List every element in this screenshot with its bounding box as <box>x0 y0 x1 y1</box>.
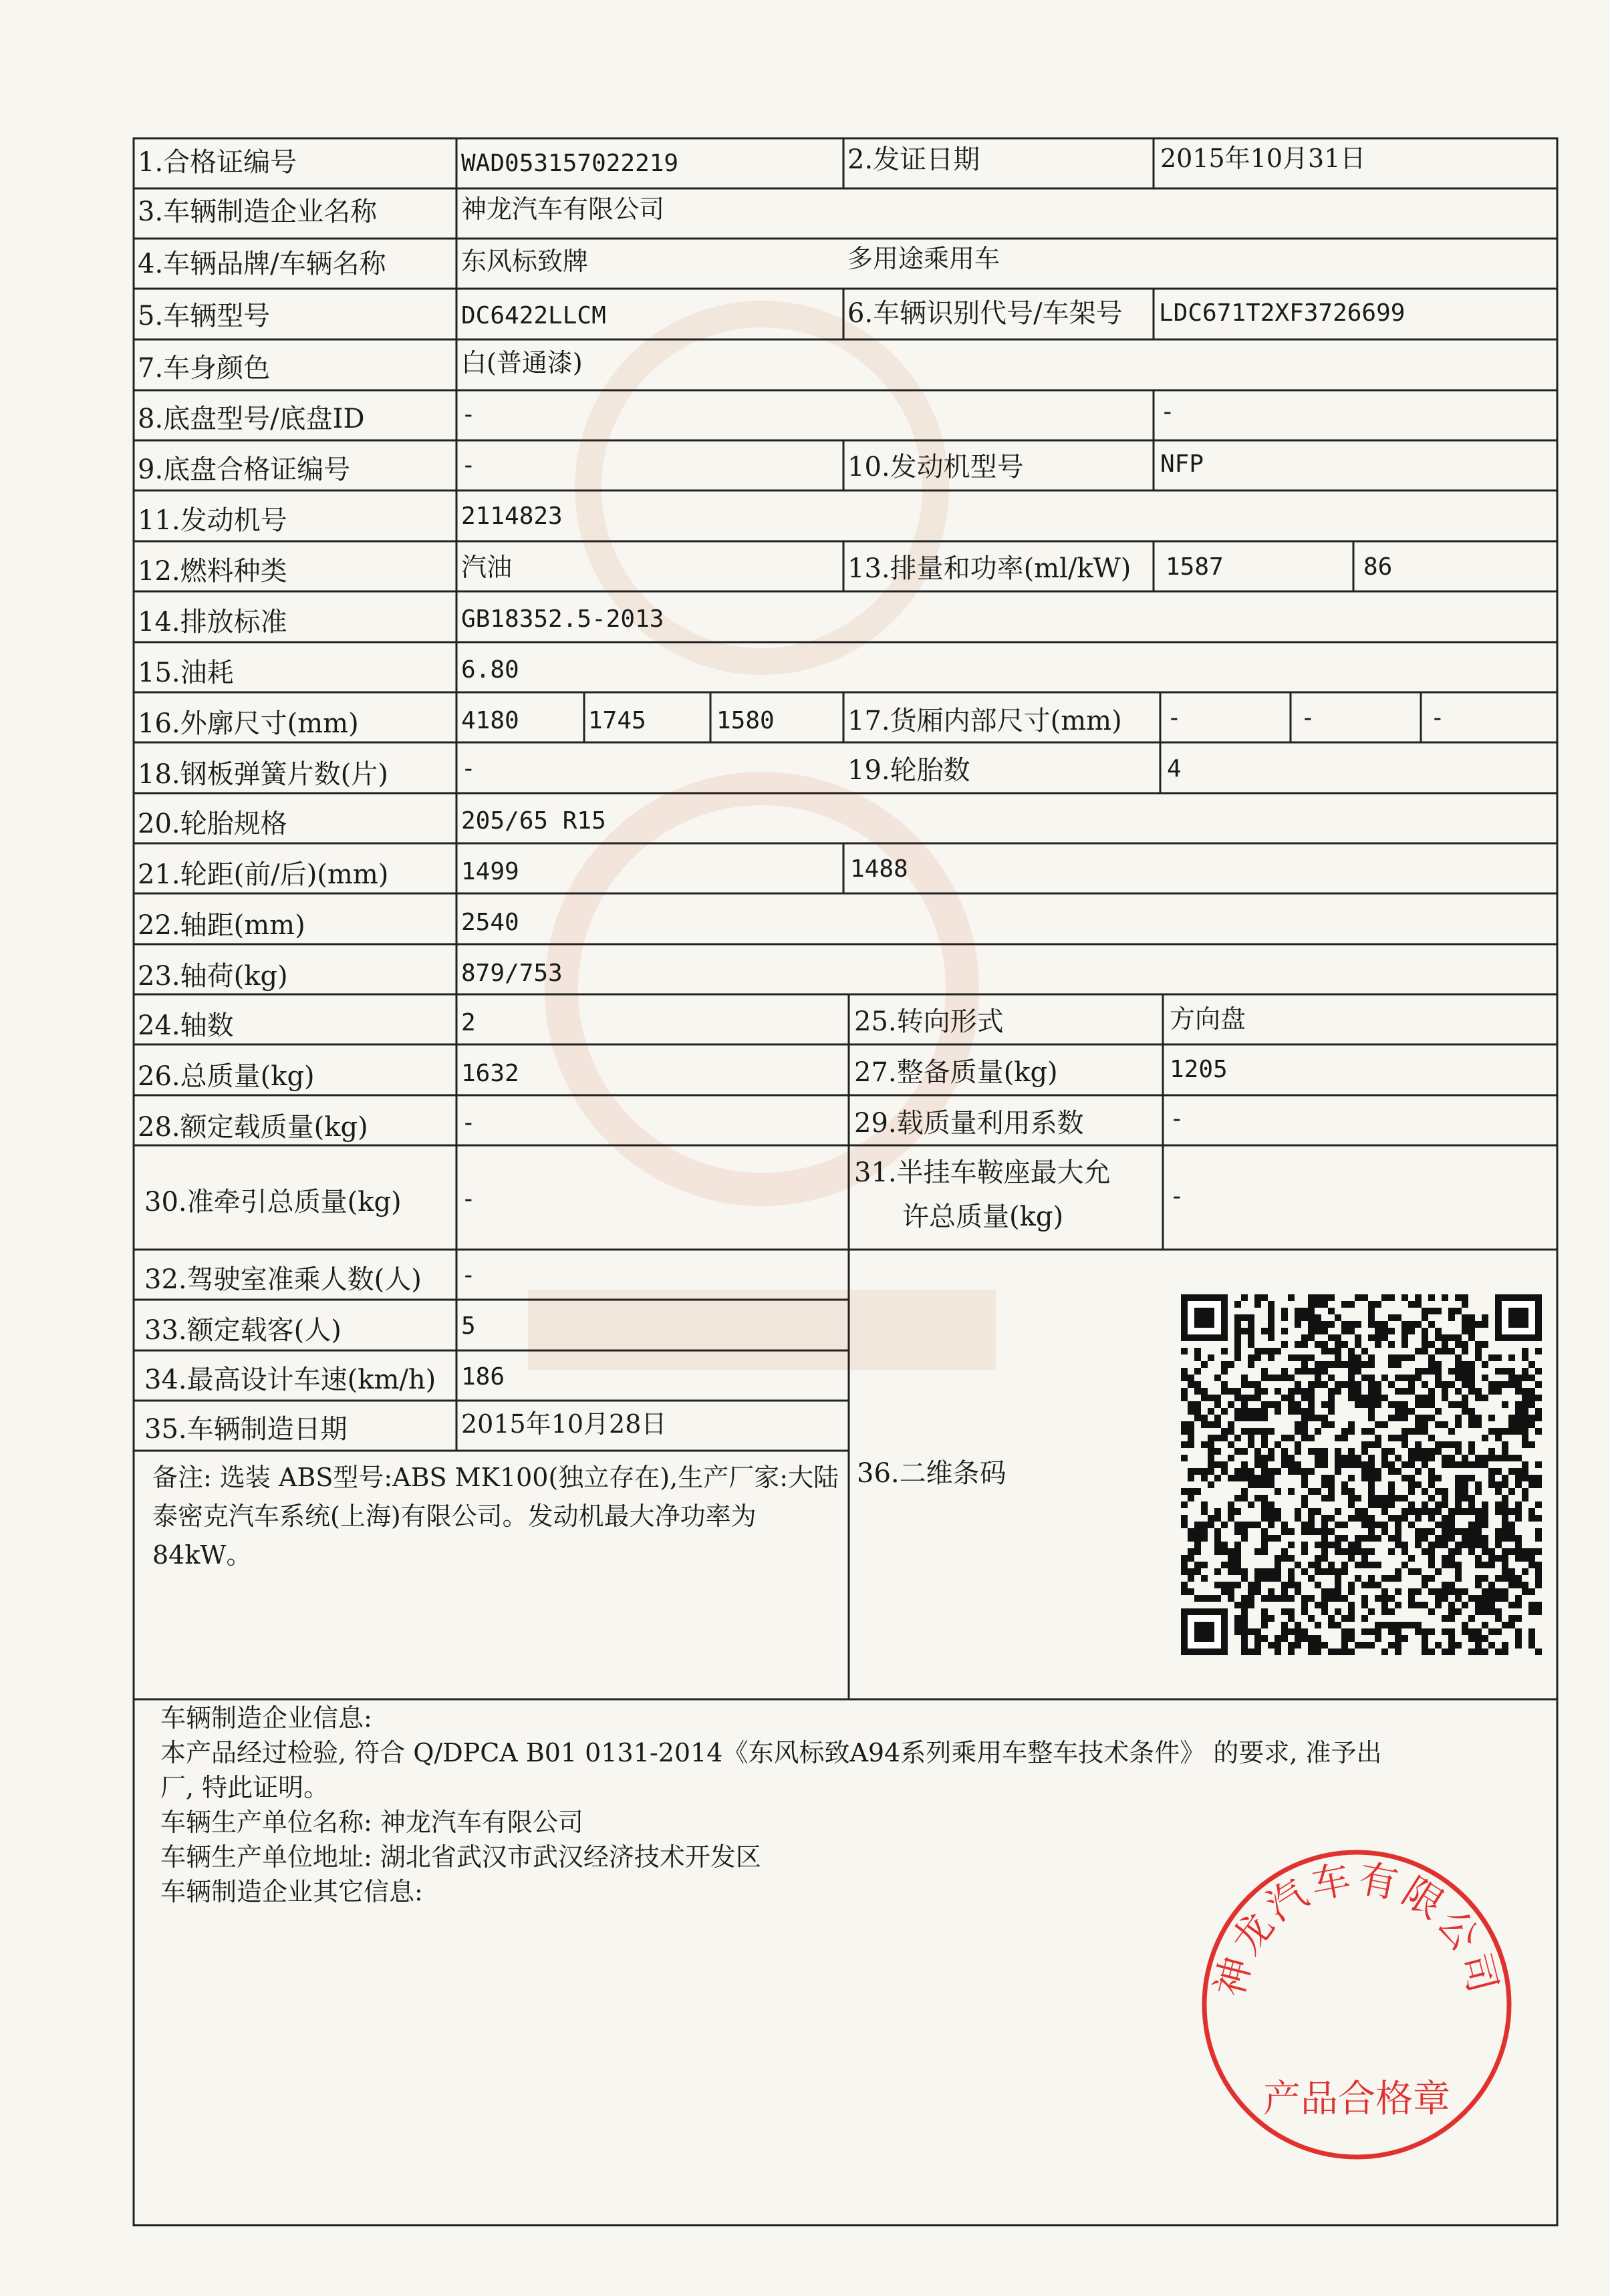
label-manufacture-date: 35.车辆制造日期 <box>144 1414 348 1445</box>
label-max-speed: 34.最高设计车速(km/h) <box>144 1365 436 1395</box>
label-chassis-certificate: 9.底盘合格证编号 <box>138 454 351 485</box>
label-wheelbase: 22.轴距(mm) <box>138 910 305 941</box>
value-max-speed: 186 <box>461 1363 505 1391</box>
value-width: 1745 <box>588 707 646 734</box>
label-axle-count: 24.轴数 <box>138 1010 234 1041</box>
info-producer-address: 车辆生产单位地址: 湖北省武汉市武汉经济技术开发区 <box>160 1842 761 1872</box>
value-leaf-springs: - <box>461 755 476 782</box>
label-fuel-consumption: 15.油耗 <box>138 658 234 688</box>
value-wheelbase: 2540 <box>461 909 519 936</box>
label-emission-standard: 14.排放标准 <box>138 607 287 637</box>
label-vin: 6.车辆识别代号/车架号 <box>847 298 1123 329</box>
value-issue-date: 2015年10月31日 <box>1160 144 1366 173</box>
value-power: 86 <box>1363 553 1393 581</box>
value-engine-number: 2114823 <box>461 503 563 530</box>
value-brand: 东风标致牌 <box>461 247 589 276</box>
value-towing-mass: - <box>461 1185 476 1213</box>
label-track-width: 21.轮距(前/后)(mm) <box>138 859 389 890</box>
value-steering-type: 方向盘 <box>1170 1004 1246 1034</box>
value-cab-passengers: - <box>461 1262 476 1289</box>
value-chassis-certificate: - <box>461 452 476 479</box>
svg-text:产品合格章: 产品合格章 <box>1263 2077 1450 2121</box>
label-qr-code: 36.二维条码 <box>857 1458 1007 1489</box>
value-axle-count: 2 <box>461 1009 476 1036</box>
value-track-rear: 1488 <box>850 855 908 883</box>
label-brand-name: 4.车辆品牌/车辆名称 <box>138 249 386 279</box>
label-issue-date: 2.发证日期 <box>847 144 980 175</box>
value-vin: LDC671T2XF3726699 <box>1159 299 1405 327</box>
info-other: 车辆制造企业其它信息: <box>160 1877 423 1906</box>
label-engine-number: 11.发动机号 <box>138 505 287 536</box>
label-tire-spec: 20.轮胎规格 <box>138 809 287 839</box>
value-fuel-consumption: 6.80 <box>461 656 519 684</box>
value-body-color: 白(普通漆) <box>461 348 583 378</box>
company-seal-stamp <box>1196 1844 1517 2165</box>
value-emission-standard: GB18352.5-2013 <box>461 605 664 633</box>
label-engine-model: 10.发动机型号 <box>847 452 1024 482</box>
remarks-text: 备注: 选装 ABS型号:ABS MK100(独立存在),生产厂家:大陆泰密克汽车系统(上海)有限公司。发动机最大净功率为84kW。 <box>152 1463 839 1570</box>
info-heading: 车辆制造企业信息: <box>160 1703 372 1733</box>
info-compliance-statement: 本产品经过检验, 符合 Q/DPCA B01 0131-2014《东风标致A94系列乘用车整车技术条件》 的要求, 准予出 <box>160 1738 1382 1767</box>
label-cab-passengers: 32.驾驶室准乘人数(人) <box>144 1264 422 1295</box>
label-load-utilization: 29.载质量利用系数 <box>854 1108 1084 1139</box>
value-tire-count: 4 <box>1167 755 1182 782</box>
value-fuel-type: 汽油 <box>461 553 513 582</box>
label-saddle-mass-line1: 31.半挂车鞍座最大允 <box>854 1157 1111 1188</box>
label-rated-passengers: 33.额定载客(人) <box>144 1315 342 1346</box>
label-chassis-model: 8.底盘型号/底盘ID <box>138 404 365 434</box>
value-displacement: 1587 <box>1166 553 1224 581</box>
label-displacement-power: 13.排量和功率(ml/kW) <box>847 553 1131 584</box>
value-axle-load: 879/753 <box>461 960 563 987</box>
info-compliance-statement-end: 厂, 特此证明。 <box>160 1773 329 1802</box>
label-fuel-type: 12.燃料种类 <box>138 556 287 587</box>
value-height: 1580 <box>716 707 775 734</box>
info-producer-name: 车辆生产单位名称: 神龙汽车有限公司 <box>160 1808 583 1837</box>
label-tire-count: 19.轮胎数 <box>847 755 970 786</box>
svg-text:神龙汽车有限公司: 神龙汽车有限公司 <box>1206 1855 1507 2001</box>
value-certificate-number: WAD053157022219 <box>461 150 679 177</box>
value-engine-model: NFP <box>1160 450 1204 478</box>
value-track-front: 1499 <box>461 858 519 885</box>
value-manufacture-date: 2015年10月28日 <box>461 1409 667 1439</box>
label-cargo-dimensions: 17.货厢内部尺寸(mm) <box>847 706 1122 736</box>
value-rated-passengers: 5 <box>461 1312 476 1340</box>
label-gross-mass: 26.总质量(kg) <box>138 1061 315 1092</box>
label-outer-dimensions: 16.外廓尺寸(mm) <box>138 708 359 739</box>
label-towing-mass: 30.准牵引总质量(kg) <box>144 1187 402 1217</box>
value-cargo-height: - <box>1430 704 1445 732</box>
value-curb-mass: 1205 <box>1170 1056 1228 1083</box>
value-vehicle-model: DC6422LLCM <box>461 302 606 329</box>
label-vehicle-model: 5.车辆型号 <box>138 301 271 331</box>
value-length: 4180 <box>461 707 519 734</box>
label-rated-load: 28.额定载质量(kg) <box>138 1112 368 1143</box>
value-chassis-model: - <box>461 401 476 428</box>
label-saddle-mass-line2: 许总质量(kg) <box>902 1201 1064 1232</box>
label-manufacturer-name: 3.车辆制造企业名称 <box>138 196 378 227</box>
value-vehicle-name: 多用途乘用车 <box>847 244 1000 273</box>
value-rated-load: - <box>461 1109 476 1137</box>
label-leaf-springs: 18.钢板弹簧片数(片) <box>138 759 388 790</box>
label-curb-mass: 27.整备质量(kg) <box>854 1057 1058 1088</box>
value-saddle-mass: - <box>1170 1183 1184 1210</box>
value-load-utilization: - <box>1170 1105 1184 1133</box>
label-certificate-number: 1.合格证编号 <box>138 147 297 178</box>
value-manufacturer-name: 神龙汽车有限公司 <box>461 194 665 224</box>
value-tire-spec: 205/65 R15 <box>461 807 606 835</box>
value-cargo-width: - <box>1301 704 1315 732</box>
qr-code-icon <box>1181 1294 1542 1655</box>
value-cargo-length: - <box>1167 704 1182 732</box>
label-steering-type: 25.转向形式 <box>854 1006 1004 1037</box>
value-chassis-id: - <box>1160 398 1175 426</box>
label-body-color: 7.车身颜色 <box>138 353 271 384</box>
value-gross-mass: 1632 <box>461 1060 519 1087</box>
label-axle-load: 23.轴荷(kg) <box>138 961 288 992</box>
